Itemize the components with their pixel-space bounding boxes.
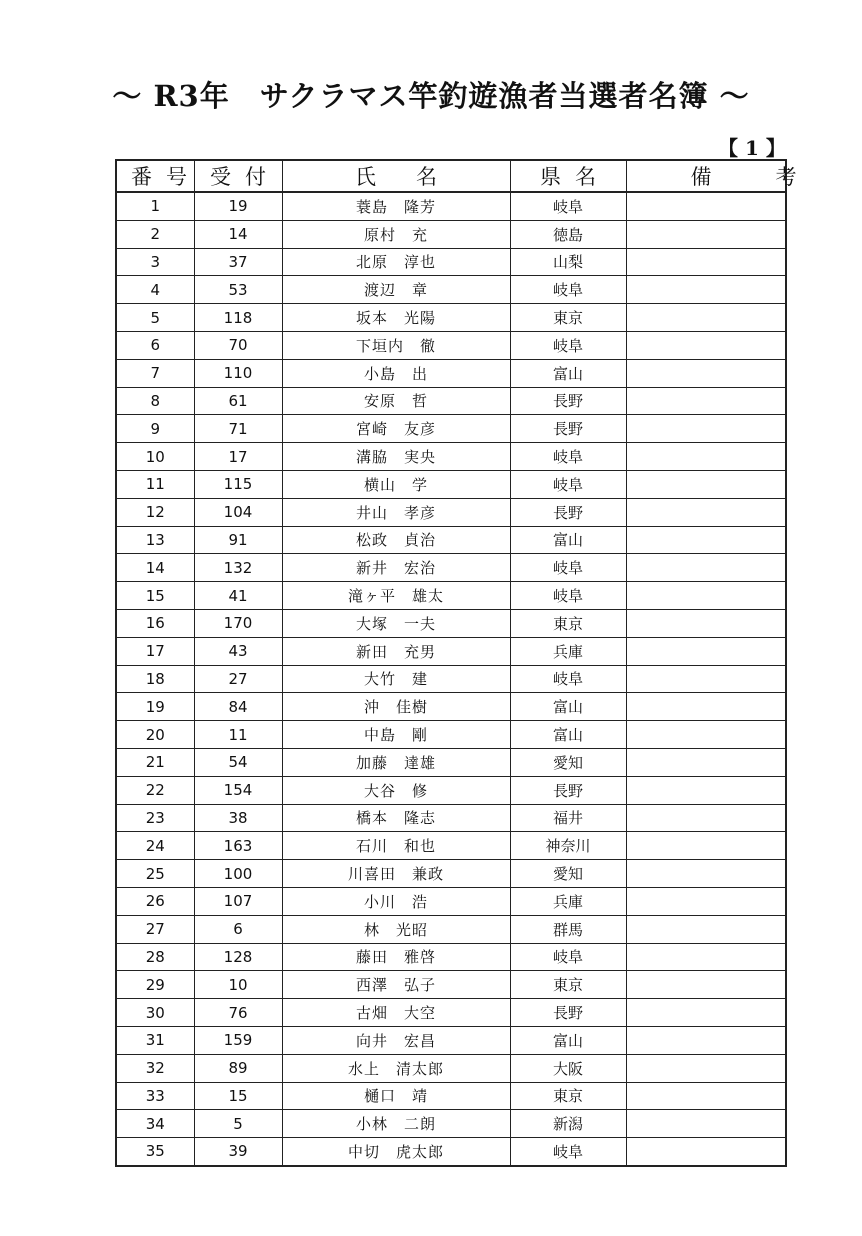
cell-name: 大竹 建 bbox=[282, 665, 510, 693]
cell-name: 中島 剛 bbox=[282, 721, 510, 749]
cell-receipt: 5 bbox=[194, 1110, 282, 1138]
cell-receipt: 163 bbox=[194, 832, 282, 860]
table-row bbox=[116, 554, 786, 582]
table-row bbox=[116, 1026, 786, 1054]
table-row bbox=[116, 832, 786, 860]
table-row bbox=[116, 971, 786, 999]
cell-name: 樋口 靖 bbox=[282, 1082, 510, 1110]
cell-prefecture: 岐阜 bbox=[510, 192, 626, 220]
page-number: 【 1 】 bbox=[718, 136, 786, 160]
cell-prefecture: 新潟 bbox=[510, 1110, 626, 1138]
cell-number: 1 bbox=[116, 192, 194, 220]
cell-receipt: 38 bbox=[194, 804, 282, 832]
cell-prefecture: 岐阜 bbox=[510, 276, 626, 304]
cell-remarks bbox=[626, 192, 786, 220]
table-body bbox=[116, 192, 786, 1166]
cell-name: 小川 浩 bbox=[282, 887, 510, 915]
cell-name: 宮崎 友彦 bbox=[282, 415, 510, 443]
cell-remarks bbox=[626, 248, 786, 276]
cell-number: 19 bbox=[116, 693, 194, 721]
table-row bbox=[116, 582, 786, 610]
cell-receipt: 14 bbox=[194, 220, 282, 248]
cell-receipt: 17 bbox=[194, 443, 282, 471]
cell-prefecture: 兵庫 bbox=[510, 887, 626, 915]
cell-name: 林 光昭 bbox=[282, 915, 510, 943]
cell-prefecture: 愛知 bbox=[510, 748, 626, 776]
cell-prefecture: 長野 bbox=[510, 498, 626, 526]
cell-receipt: 41 bbox=[194, 582, 282, 610]
cell-name: 坂本 光陽 bbox=[282, 304, 510, 332]
table-row bbox=[116, 609, 786, 637]
table-row bbox=[116, 693, 786, 721]
cell-number: 2 bbox=[116, 220, 194, 248]
cell-remarks bbox=[626, 331, 786, 359]
cell-remarks bbox=[626, 359, 786, 387]
table-row bbox=[116, 887, 786, 915]
cell-receipt: 132 bbox=[194, 554, 282, 582]
cell-prefecture: 富山 bbox=[510, 721, 626, 749]
cell-name: 加藤 達雄 bbox=[282, 748, 510, 776]
cell-name: 安原 哲 bbox=[282, 387, 510, 415]
table-row bbox=[116, 1054, 786, 1082]
cell-number: 21 bbox=[116, 748, 194, 776]
cell-receipt: 54 bbox=[194, 748, 282, 776]
cell-receipt: 70 bbox=[194, 331, 282, 359]
cell-number: 32 bbox=[116, 1054, 194, 1082]
cell-name: 大谷 修 bbox=[282, 776, 510, 804]
header-remarks: 備考 bbox=[626, 160, 786, 192]
cell-name: 小林 二朗 bbox=[282, 1110, 510, 1138]
header-receipt: 受付 bbox=[194, 160, 282, 192]
cell-remarks bbox=[626, 971, 786, 999]
cell-name: 西澤 弘子 bbox=[282, 971, 510, 999]
cell-receipt: 84 bbox=[194, 693, 282, 721]
cell-name: 蓑島 隆芳 bbox=[282, 192, 510, 220]
cell-name: 下垣内 徹 bbox=[282, 331, 510, 359]
table-row bbox=[116, 999, 786, 1027]
cell-prefecture: 岐阜 bbox=[510, 582, 626, 610]
cell-name: 新井 宏治 bbox=[282, 554, 510, 582]
table-row bbox=[116, 1110, 786, 1138]
cell-receipt: 61 bbox=[194, 387, 282, 415]
cell-prefecture: 長野 bbox=[510, 415, 626, 443]
cell-name: 大塚 一夫 bbox=[282, 609, 510, 637]
table-row bbox=[116, 470, 786, 498]
cell-name: 中切 虎太郎 bbox=[282, 1138, 510, 1166]
cell-prefecture: 東京 bbox=[510, 304, 626, 332]
cell-receipt: 104 bbox=[194, 498, 282, 526]
cell-receipt: 89 bbox=[194, 1054, 282, 1082]
cell-prefecture: 富山 bbox=[510, 359, 626, 387]
cell-remarks bbox=[626, 415, 786, 443]
cell-name: 水上 清太郎 bbox=[282, 1054, 510, 1082]
table-row bbox=[116, 665, 786, 693]
cell-receipt: 71 bbox=[194, 415, 282, 443]
table-row bbox=[116, 415, 786, 443]
cell-prefecture: 岐阜 bbox=[510, 470, 626, 498]
cell-remarks bbox=[626, 693, 786, 721]
cell-receipt: 39 bbox=[194, 1138, 282, 1166]
cell-remarks bbox=[626, 498, 786, 526]
cell-number: 14 bbox=[116, 554, 194, 582]
table-row bbox=[116, 943, 786, 971]
cell-name: 石川 和也 bbox=[282, 832, 510, 860]
cell-receipt: 27 bbox=[194, 665, 282, 693]
cell-number: 16 bbox=[116, 609, 194, 637]
cell-remarks bbox=[626, 526, 786, 554]
table-row bbox=[116, 721, 786, 749]
cell-prefecture: 岐阜 bbox=[510, 331, 626, 359]
cell-remarks bbox=[626, 665, 786, 693]
cell-name: 原村 充 bbox=[282, 220, 510, 248]
cell-prefecture: 山梨 bbox=[510, 248, 626, 276]
cell-name: 渡辺 章 bbox=[282, 276, 510, 304]
cell-remarks bbox=[626, 1110, 786, 1138]
table-row bbox=[116, 637, 786, 665]
cell-remarks bbox=[626, 1138, 786, 1166]
cell-number: 27 bbox=[116, 915, 194, 943]
cell-prefecture: 福井 bbox=[510, 804, 626, 832]
cell-number: 22 bbox=[116, 776, 194, 804]
table-row bbox=[116, 443, 786, 471]
cell-prefecture: 大阪 bbox=[510, 1054, 626, 1082]
cell-number: 17 bbox=[116, 637, 194, 665]
cell-number: 34 bbox=[116, 1110, 194, 1138]
cell-number: 23 bbox=[116, 804, 194, 832]
cell-number: 31 bbox=[116, 1026, 194, 1054]
cell-remarks bbox=[626, 1082, 786, 1110]
table-row bbox=[116, 248, 786, 276]
cell-number: 10 bbox=[116, 443, 194, 471]
table-row bbox=[116, 498, 786, 526]
cell-number: 30 bbox=[116, 999, 194, 1027]
cell-name: 藤田 雅啓 bbox=[282, 943, 510, 971]
cell-number: 15 bbox=[116, 582, 194, 610]
cell-number: 18 bbox=[116, 665, 194, 693]
cell-receipt: 15 bbox=[194, 1082, 282, 1110]
cell-number: 20 bbox=[116, 721, 194, 749]
cell-name: 北原 淳也 bbox=[282, 248, 510, 276]
cell-receipt: 154 bbox=[194, 776, 282, 804]
cell-number: 4 bbox=[116, 276, 194, 304]
cell-receipt: 100 bbox=[194, 860, 282, 888]
cell-name: 滝ヶ平 雄太 bbox=[282, 582, 510, 610]
cell-prefecture: 岐阜 bbox=[510, 554, 626, 582]
cell-remarks bbox=[626, 748, 786, 776]
cell-prefecture: 長野 bbox=[510, 999, 626, 1027]
cell-prefecture: 長野 bbox=[510, 387, 626, 415]
table-row bbox=[116, 1082, 786, 1110]
table-header-row bbox=[116, 160, 786, 192]
cell-number: 13 bbox=[116, 526, 194, 554]
cell-number: 5 bbox=[116, 304, 194, 332]
cell-remarks bbox=[626, 860, 786, 888]
cell-prefecture: 岐阜 bbox=[510, 665, 626, 693]
header-prefecture: 県名 bbox=[510, 160, 626, 192]
table-row bbox=[116, 1138, 786, 1166]
cell-name: 新田 充男 bbox=[282, 637, 510, 665]
cell-prefecture: 東京 bbox=[510, 609, 626, 637]
cell-remarks bbox=[626, 304, 786, 332]
cell-name: 向井 宏昌 bbox=[282, 1026, 510, 1054]
table-row bbox=[116, 192, 786, 220]
cell-remarks bbox=[626, 443, 786, 471]
cell-receipt: 37 bbox=[194, 248, 282, 276]
table-row bbox=[116, 526, 786, 554]
cell-remarks bbox=[626, 220, 786, 248]
cell-receipt: 6 bbox=[194, 915, 282, 943]
cell-remarks bbox=[626, 554, 786, 582]
cell-prefecture: 東京 bbox=[510, 971, 626, 999]
cell-number: 24 bbox=[116, 832, 194, 860]
page-title: ～ R3年 サクラマス竿釣遊漁者当選者名簿 ～ bbox=[112, 79, 750, 113]
table-row bbox=[116, 915, 786, 943]
cell-number: 28 bbox=[116, 943, 194, 971]
cell-remarks bbox=[626, 999, 786, 1027]
cell-prefecture: 岐阜 bbox=[510, 443, 626, 471]
cell-name: 橋本 隆志 bbox=[282, 804, 510, 832]
cell-number: 9 bbox=[116, 415, 194, 443]
cell-name: 川喜田 兼政 bbox=[282, 860, 510, 888]
cell-number: 25 bbox=[116, 860, 194, 888]
cell-receipt: 170 bbox=[194, 609, 282, 637]
cell-remarks bbox=[626, 1054, 786, 1082]
cell-receipt: 91 bbox=[194, 526, 282, 554]
table-row bbox=[116, 331, 786, 359]
cell-receipt: 110 bbox=[194, 359, 282, 387]
cell-receipt: 53 bbox=[194, 276, 282, 304]
cell-number: 8 bbox=[116, 387, 194, 415]
cell-name: 溝脇 実央 bbox=[282, 443, 510, 471]
cell-name: 松政 貞治 bbox=[282, 526, 510, 554]
cell-number: 33 bbox=[116, 1082, 194, 1110]
cell-name: 小島 出 bbox=[282, 359, 510, 387]
cell-remarks bbox=[626, 276, 786, 304]
table-row bbox=[116, 220, 786, 248]
cell-receipt: 118 bbox=[194, 304, 282, 332]
cell-receipt: 159 bbox=[194, 1026, 282, 1054]
cell-number: 29 bbox=[116, 971, 194, 999]
cell-prefecture: 徳島 bbox=[510, 220, 626, 248]
cell-remarks bbox=[626, 804, 786, 832]
cell-prefecture: 群馬 bbox=[510, 915, 626, 943]
cell-prefecture: 岐阜 bbox=[510, 943, 626, 971]
cell-remarks bbox=[626, 887, 786, 915]
cell-receipt: 11 bbox=[194, 721, 282, 749]
cell-remarks bbox=[626, 582, 786, 610]
cell-number: 26 bbox=[116, 887, 194, 915]
cell-remarks bbox=[626, 609, 786, 637]
cell-number: 7 bbox=[116, 359, 194, 387]
table-row bbox=[116, 748, 786, 776]
cell-prefecture: 兵庫 bbox=[510, 637, 626, 665]
cell-name: 古畑 大空 bbox=[282, 999, 510, 1027]
cell-receipt: 128 bbox=[194, 943, 282, 971]
cell-remarks bbox=[626, 943, 786, 971]
cell-receipt: 19 bbox=[194, 192, 282, 220]
cell-number: 12 bbox=[116, 498, 194, 526]
table-row bbox=[116, 804, 786, 832]
cell-remarks bbox=[626, 637, 786, 665]
cell-prefecture: 神奈川 bbox=[510, 832, 626, 860]
cell-name: 横山 学 bbox=[282, 470, 510, 498]
cell-name: 沖 佳樹 bbox=[282, 693, 510, 721]
table-row bbox=[116, 276, 786, 304]
header-number: 番号 bbox=[116, 160, 194, 192]
cell-number: 6 bbox=[116, 331, 194, 359]
cell-remarks bbox=[626, 387, 786, 415]
cell-remarks bbox=[626, 470, 786, 498]
header-name: 氏名 bbox=[282, 160, 510, 192]
table-row bbox=[116, 359, 786, 387]
cell-name: 井山 孝彦 bbox=[282, 498, 510, 526]
table-row bbox=[116, 304, 786, 332]
cell-prefecture: 長野 bbox=[510, 776, 626, 804]
cell-number: 11 bbox=[116, 470, 194, 498]
cell-receipt: 115 bbox=[194, 470, 282, 498]
table-row bbox=[116, 860, 786, 888]
cell-remarks bbox=[626, 721, 786, 749]
cell-number: 35 bbox=[116, 1138, 194, 1166]
table-row bbox=[116, 776, 786, 804]
cell-receipt: 43 bbox=[194, 637, 282, 665]
cell-prefecture: 富山 bbox=[510, 693, 626, 721]
cell-remarks bbox=[626, 1026, 786, 1054]
cell-number: 3 bbox=[116, 248, 194, 276]
cell-prefecture: 東京 bbox=[510, 1082, 626, 1110]
cell-prefecture: 岐阜 bbox=[510, 1138, 626, 1166]
cell-prefecture: 愛知 bbox=[510, 860, 626, 888]
table-row bbox=[116, 387, 786, 415]
cell-receipt: 10 bbox=[194, 971, 282, 999]
cell-receipt: 107 bbox=[194, 887, 282, 915]
cell-prefecture: 富山 bbox=[510, 1026, 626, 1054]
cell-remarks bbox=[626, 832, 786, 860]
cell-prefecture: 富山 bbox=[510, 526, 626, 554]
cell-remarks bbox=[626, 776, 786, 804]
winners-table bbox=[115, 159, 861, 1167]
cell-remarks bbox=[626, 915, 786, 943]
cell-receipt: 76 bbox=[194, 999, 282, 1027]
